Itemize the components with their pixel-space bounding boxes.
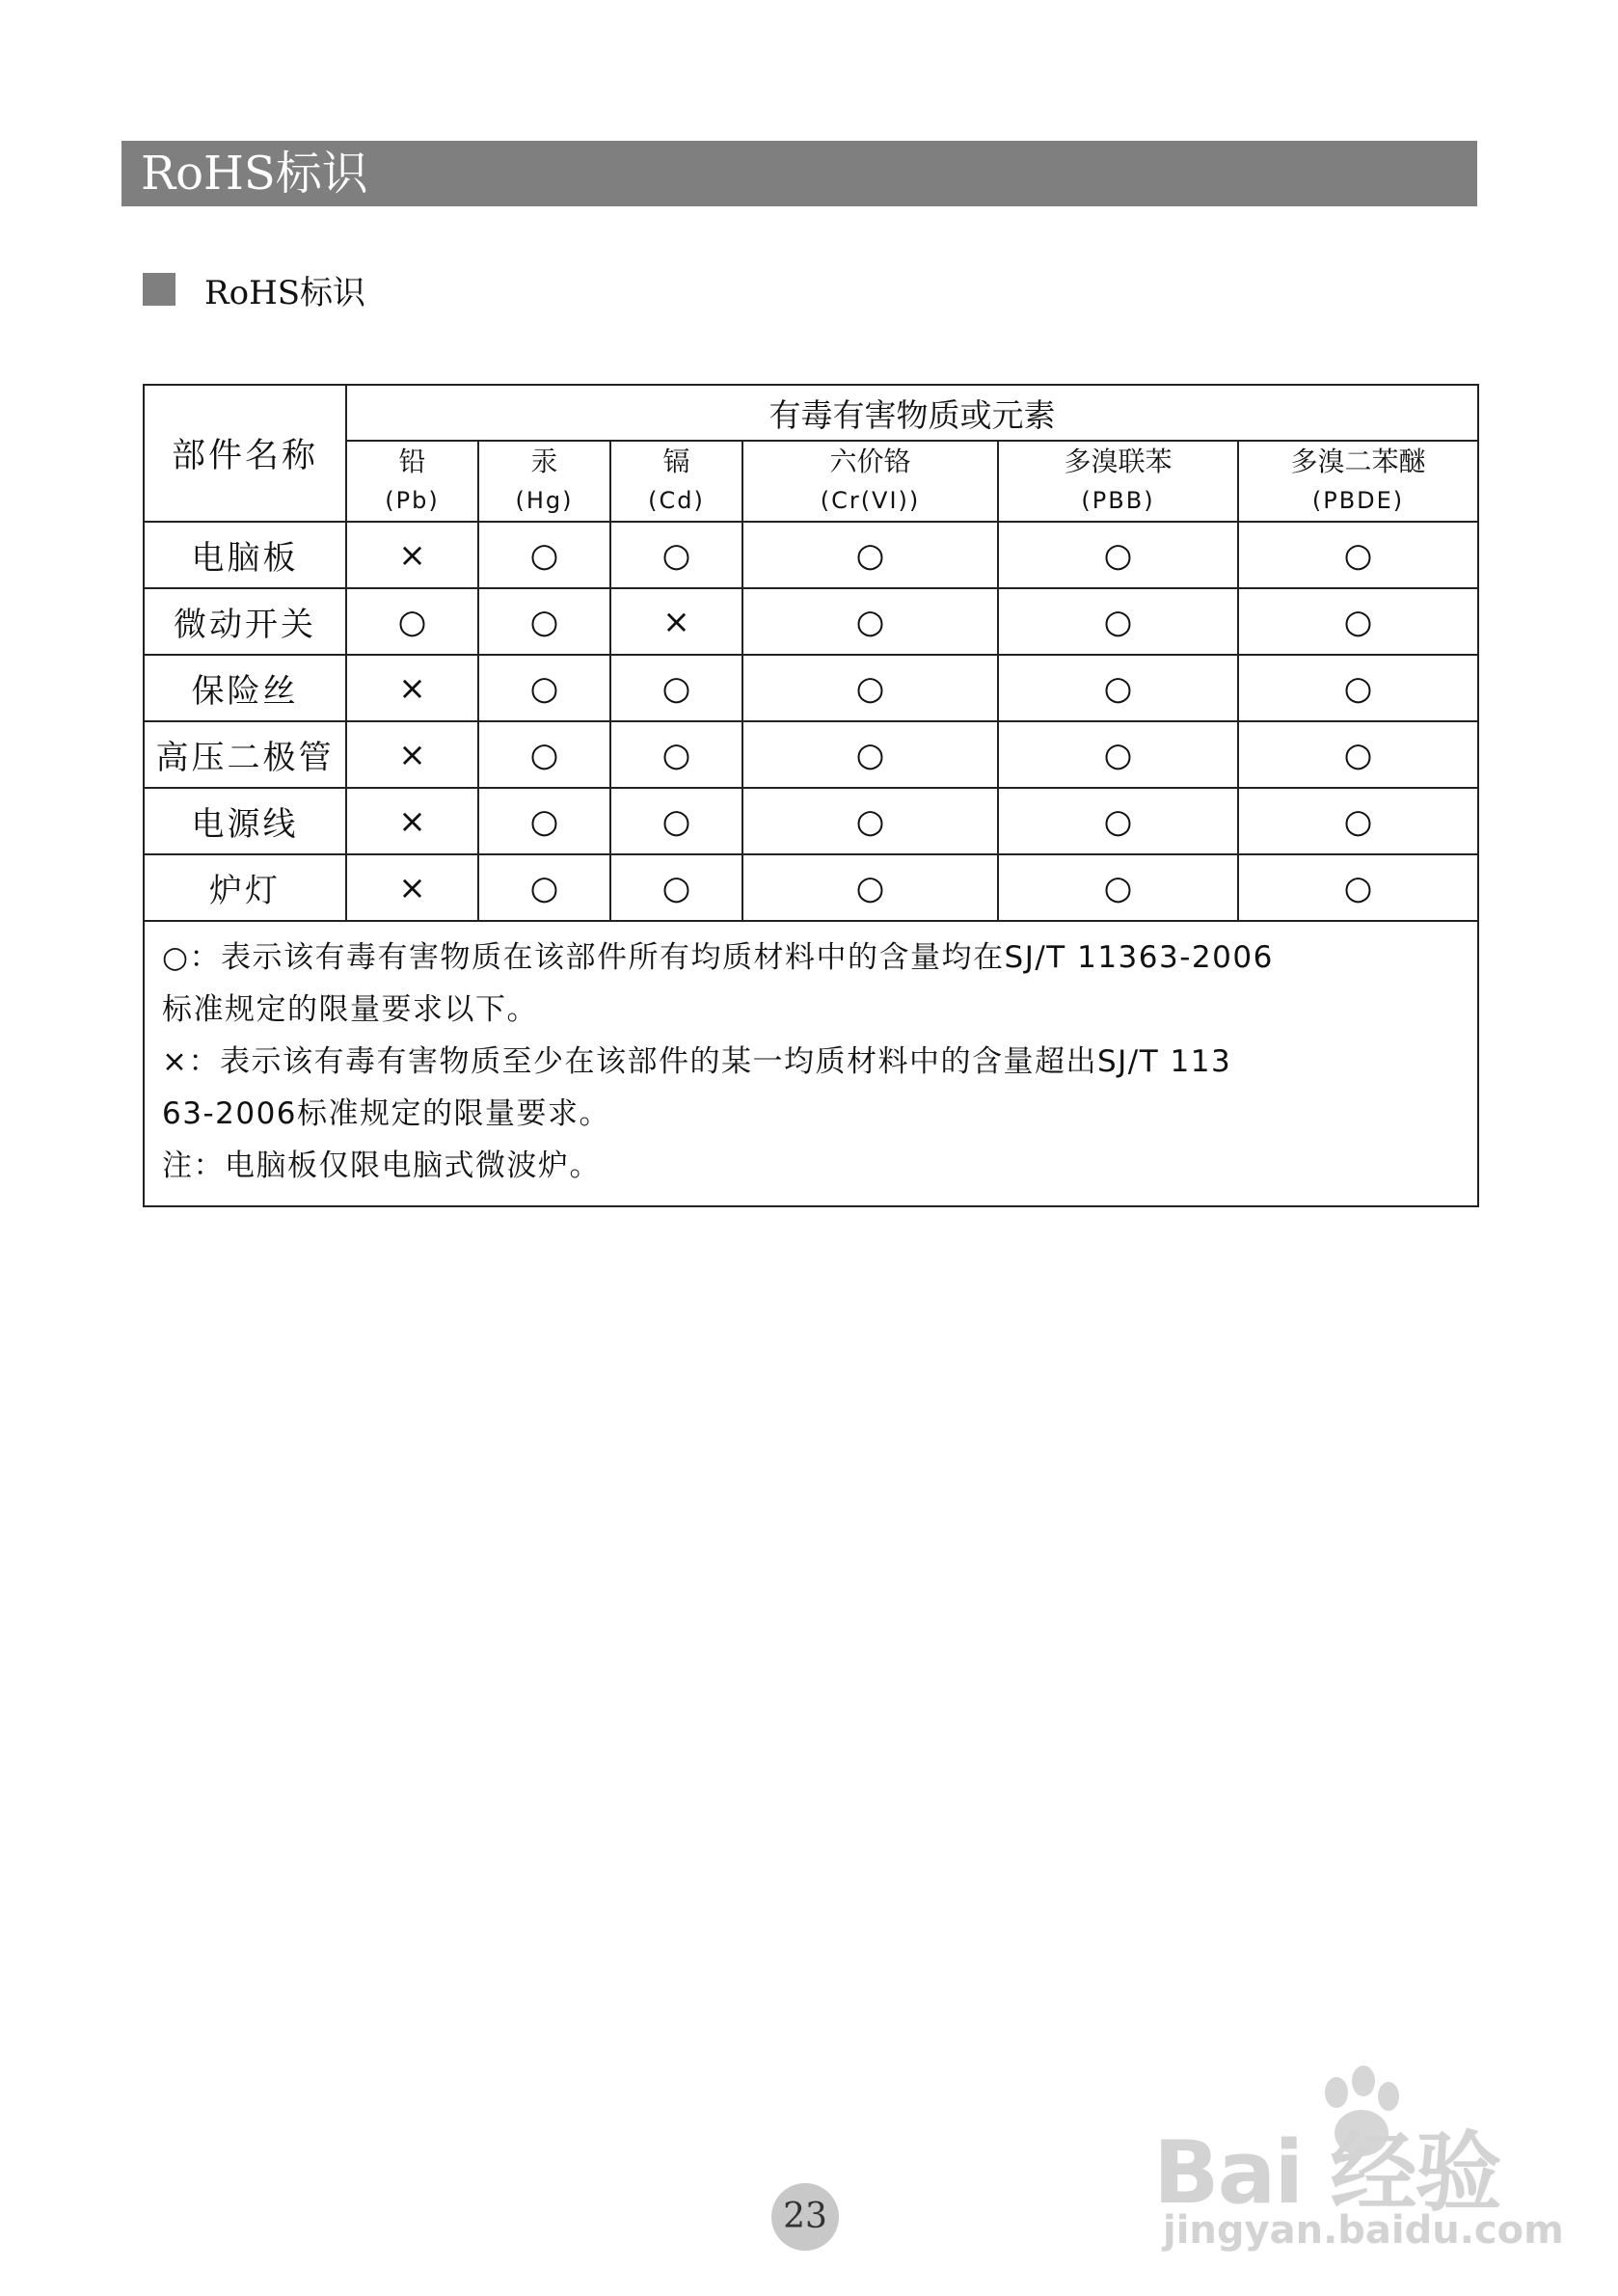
table-row <box>144 522 1478 588</box>
substance-symbol: (Pb) <box>385 487 440 514</box>
table-row <box>144 854 1478 921</box>
baidu-jingyan-watermark <box>1153 2064 1564 2256</box>
substance-mark: ○ <box>1238 655 1478 721</box>
substance-name: 镉 <box>662 446 690 477</box>
substance-mark: ○ <box>478 588 610 655</box>
substance-mark: ○ <box>610 522 742 588</box>
substance-mark: ○ <box>346 588 478 655</box>
hazardous-substances-header: 有毒有害物质或元素 <box>346 385 1478 441</box>
substance-mark: × <box>346 788 478 854</box>
substance-name: 多溴联苯 <box>1064 446 1173 477</box>
substance-mark: ○ <box>1238 588 1478 655</box>
substance-header <box>610 441 742 522</box>
table-notes <box>144 921 1478 1206</box>
substance-mark: × <box>346 721 478 788</box>
bullet-square-icon <box>143 273 175 306</box>
table-row <box>144 588 1478 655</box>
watermark-logo-text: Bai 经验 <box>1153 2122 1500 2224</box>
substance-mark: ○ <box>1238 854 1478 921</box>
substance-mark: ○ <box>742 655 998 721</box>
substance-name: 六价铬 <box>829 446 911 477</box>
substance-mark: ○ <box>742 588 998 655</box>
substance-mark: ○ <box>610 655 742 721</box>
rohs-table <box>143 384 1479 1207</box>
table-row <box>144 721 1478 788</box>
substance-mark: ○ <box>998 721 1238 788</box>
substance-mark: ○ <box>1238 788 1478 854</box>
substance-header <box>742 441 998 522</box>
part-name-header: 部件名称 <box>144 385 346 522</box>
part-name: 电脑板 <box>144 522 346 588</box>
substance-mark: × <box>346 522 478 588</box>
note-line: 标准规定的限量要求以下。 <box>162 992 538 1027</box>
substance-mark: ○ <box>610 788 742 854</box>
substance-mark: ○ <box>478 721 610 788</box>
part-name: 微动开关 <box>144 588 346 655</box>
note-line: 注：电脑板仅限电脑式微波炉。 <box>162 1148 601 1183</box>
substance-header <box>1238 441 1478 522</box>
table-row <box>144 655 1478 721</box>
substance-mark: ○ <box>478 854 610 921</box>
substance-name: 多溴二苯醚 <box>1290 446 1426 477</box>
substance-mark: ○ <box>998 655 1238 721</box>
page-title-bar <box>121 141 1477 206</box>
page-title: RoHS标识 <box>141 147 368 201</box>
substance-header <box>346 441 478 522</box>
substance-mark: ○ <box>610 721 742 788</box>
part-name: 电源线 <box>144 788 346 854</box>
substance-mark: ○ <box>998 588 1238 655</box>
substance-mark: ○ <box>742 721 998 788</box>
substance-name: 汞 <box>530 446 558 477</box>
substance-mark: ○ <box>998 522 1238 588</box>
table-row <box>144 788 1478 854</box>
section-heading <box>143 266 365 312</box>
note-line: ×：表示该有毒有害物质至少在该部件的某一均质材料中的含量超出SJ/T 113 <box>162 1044 1232 1079</box>
substance-mark: ○ <box>478 655 610 721</box>
watermark-url: jingyan.baidu.com <box>1163 2208 1564 2253</box>
substance-mark: ○ <box>1238 522 1478 588</box>
page-number: 23 <box>771 2183 839 2251</box>
substance-mark: × <box>610 588 742 655</box>
substance-header <box>478 441 610 522</box>
substance-name: 铅 <box>398 446 426 477</box>
substance-mark: × <box>346 854 478 921</box>
section-heading-text: RoHS标识 <box>204 273 366 312</box>
substance-symbol: (PBDE) <box>1311 487 1405 514</box>
substance-mark: ○ <box>742 788 998 854</box>
substance-symbol: (Cr(VI)) <box>820 487 921 514</box>
substance-symbol: (Cd) <box>648 487 705 514</box>
part-name: 高压二极管 <box>144 721 346 788</box>
substance-symbol: (PBB) <box>1081 487 1155 514</box>
substance-symbol: (Hg) <box>515 487 574 514</box>
substance-mark: ○ <box>478 522 610 588</box>
part-name: 炉灯 <box>144 854 346 921</box>
note-line: 63-2006标准规定的限量要求。 <box>162 1096 611 1131</box>
substance-mark: × <box>346 655 478 721</box>
substance-header <box>998 441 1238 522</box>
substance-mark: ○ <box>478 788 610 854</box>
note-line: ○：表示该有毒有害物质在该部件所有均质材料中的含量均在SJ/T 11363-2006 <box>162 940 1274 975</box>
substance-mark: ○ <box>998 788 1238 854</box>
substance-mark: ○ <box>742 854 998 921</box>
substance-mark: ○ <box>610 854 742 921</box>
substance-mark: ○ <box>742 522 998 588</box>
substance-mark: ○ <box>998 854 1238 921</box>
part-name: 保险丝 <box>144 655 346 721</box>
substance-mark: ○ <box>1238 721 1478 788</box>
